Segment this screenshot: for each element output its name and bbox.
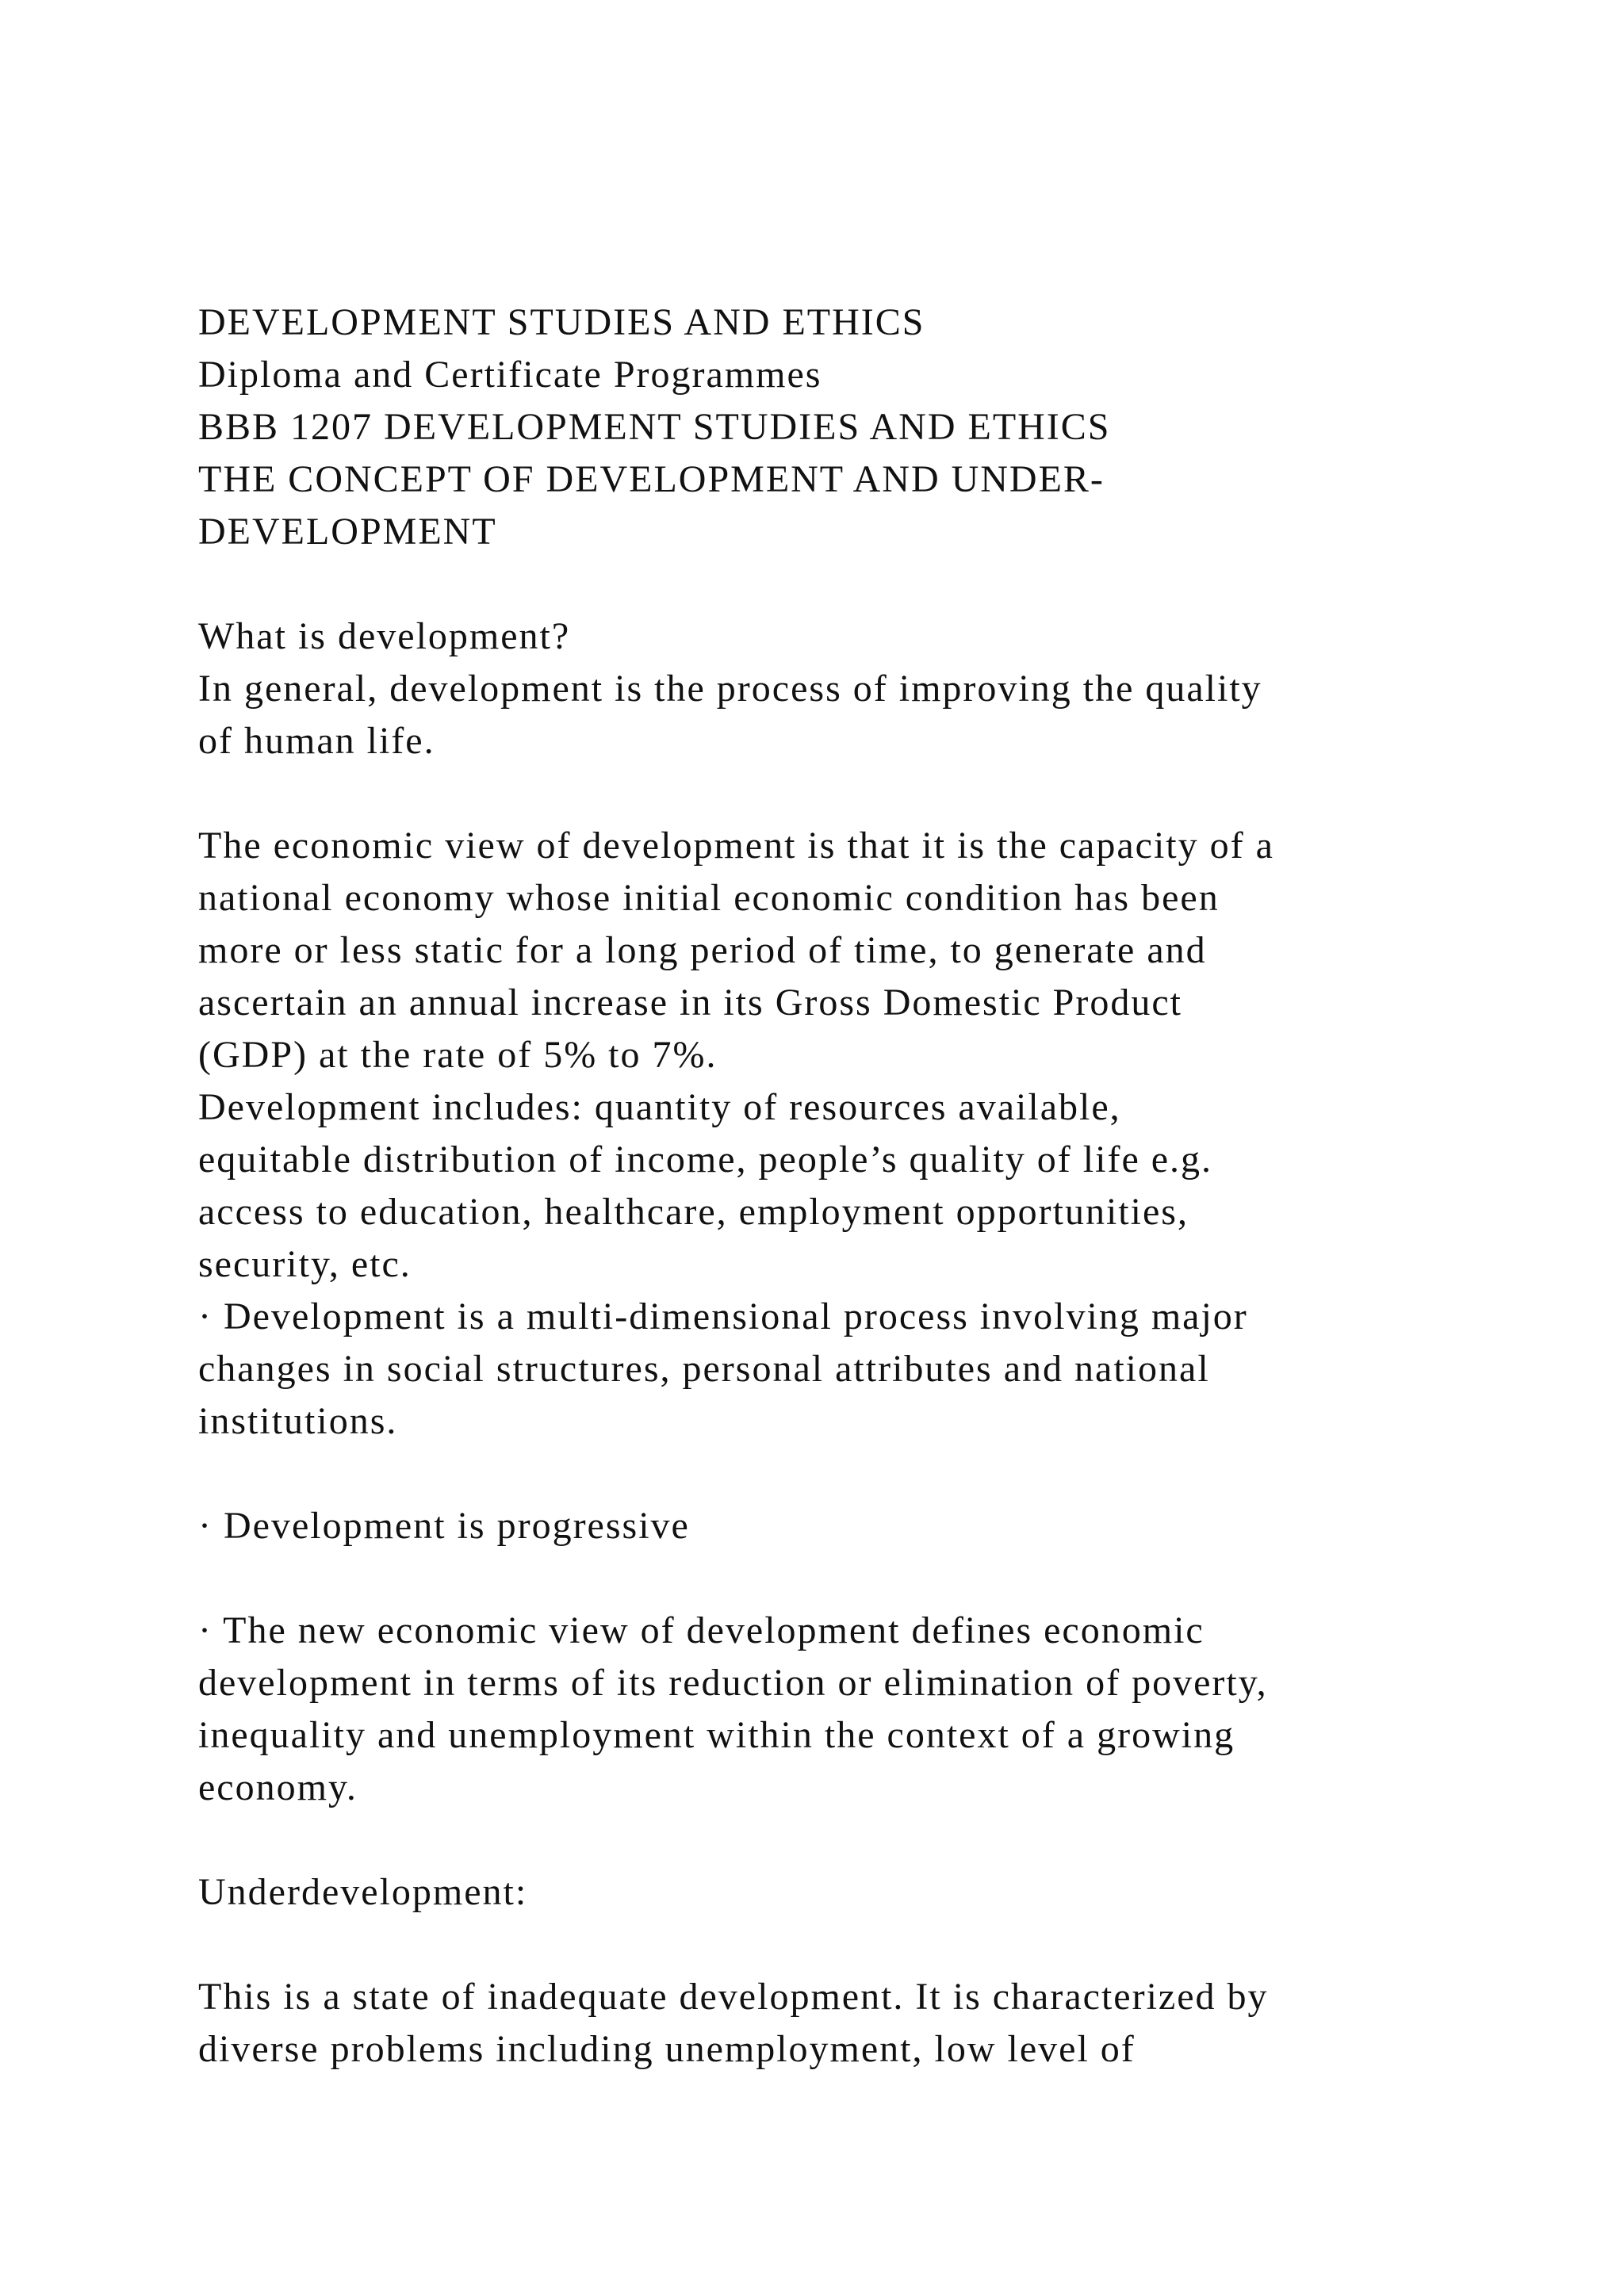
bullet-new-view-line: economy. [198,1766,358,1808]
spacer [198,1919,1546,1971]
document-title: DEVELOPMENT STUDIES AND ETHICS [198,301,925,343]
spacer [198,1448,1546,1500]
document-page [198,297,1546,2076]
general-definition-line: of human life. [198,720,435,762]
programme-line: Diploma and Certificate Programmes [198,354,822,396]
question-heading: What is development? [198,615,571,657]
development-includes-line: equitable distribution of income, people’s quality of life e.g. [198,1138,1213,1181]
bullet-new-view-line: inequality and unemployment within the context of a growing [198,1714,1235,1756]
bullet-new-view-line: development in terms of its reduction or elimination of poverty, [198,1662,1268,1704]
bullet-progressive: · Development is progressive [198,1505,690,1547]
economic-view-line: ascertain an annual increase in its Gross Domestic Product [198,982,1182,1024]
economic-view-line: The economic view of development is that it is the capacity of a [198,825,1274,867]
bullet-multidimensional-line: institutions. [198,1400,398,1442]
development-includes-line: Development includes: quantity of resources available, [198,1086,1121,1128]
economic-view-line: more or less static for a long period of time, to generate and [198,929,1207,971]
economic-view-line: national economy whose initial economic condition has been [198,877,1220,919]
economic-view-line: (GDP) at the rate of 5% to 7%. [198,1034,718,1076]
development-includes-line: security, etc. [198,1243,412,1285]
spacer [198,767,1546,820]
bullet-multidimensional-line: changes in social structures, personal attributes and national [198,1348,1210,1390]
development-includes-line: access to education, healthcare, employment opportunities, [198,1191,1189,1233]
spacer [198,1814,1546,1866]
topic-title-line-2: DEVELOPMENT [198,511,497,553]
underdevelopment-heading: Underdevelopment: [198,1871,528,1913]
spacer [198,1552,1546,1605]
underdevelopment-definition-line: diverse problems including unemployment, low level of [198,2028,1136,2070]
bullet-multidimensional-line: · Development is a multi-dimensional process involving major [198,1295,1248,1337]
general-definition-line: In general, development is the process of improving the quality [198,668,1262,710]
course-line: BBB 1207 DEVELOPMENT STUDIES AND ETHICS [198,406,1111,448]
bullet-new-view-line: · The new economic view of development defines economic [198,1609,1205,1651]
underdevelopment-definition-line: This is a state of inadequate development. It is characterized by [198,1976,1269,2018]
topic-title-line-1: THE CONCEPT OF DEVELOPMENT AND UNDER- [198,458,1105,500]
spacer [198,558,1546,610]
